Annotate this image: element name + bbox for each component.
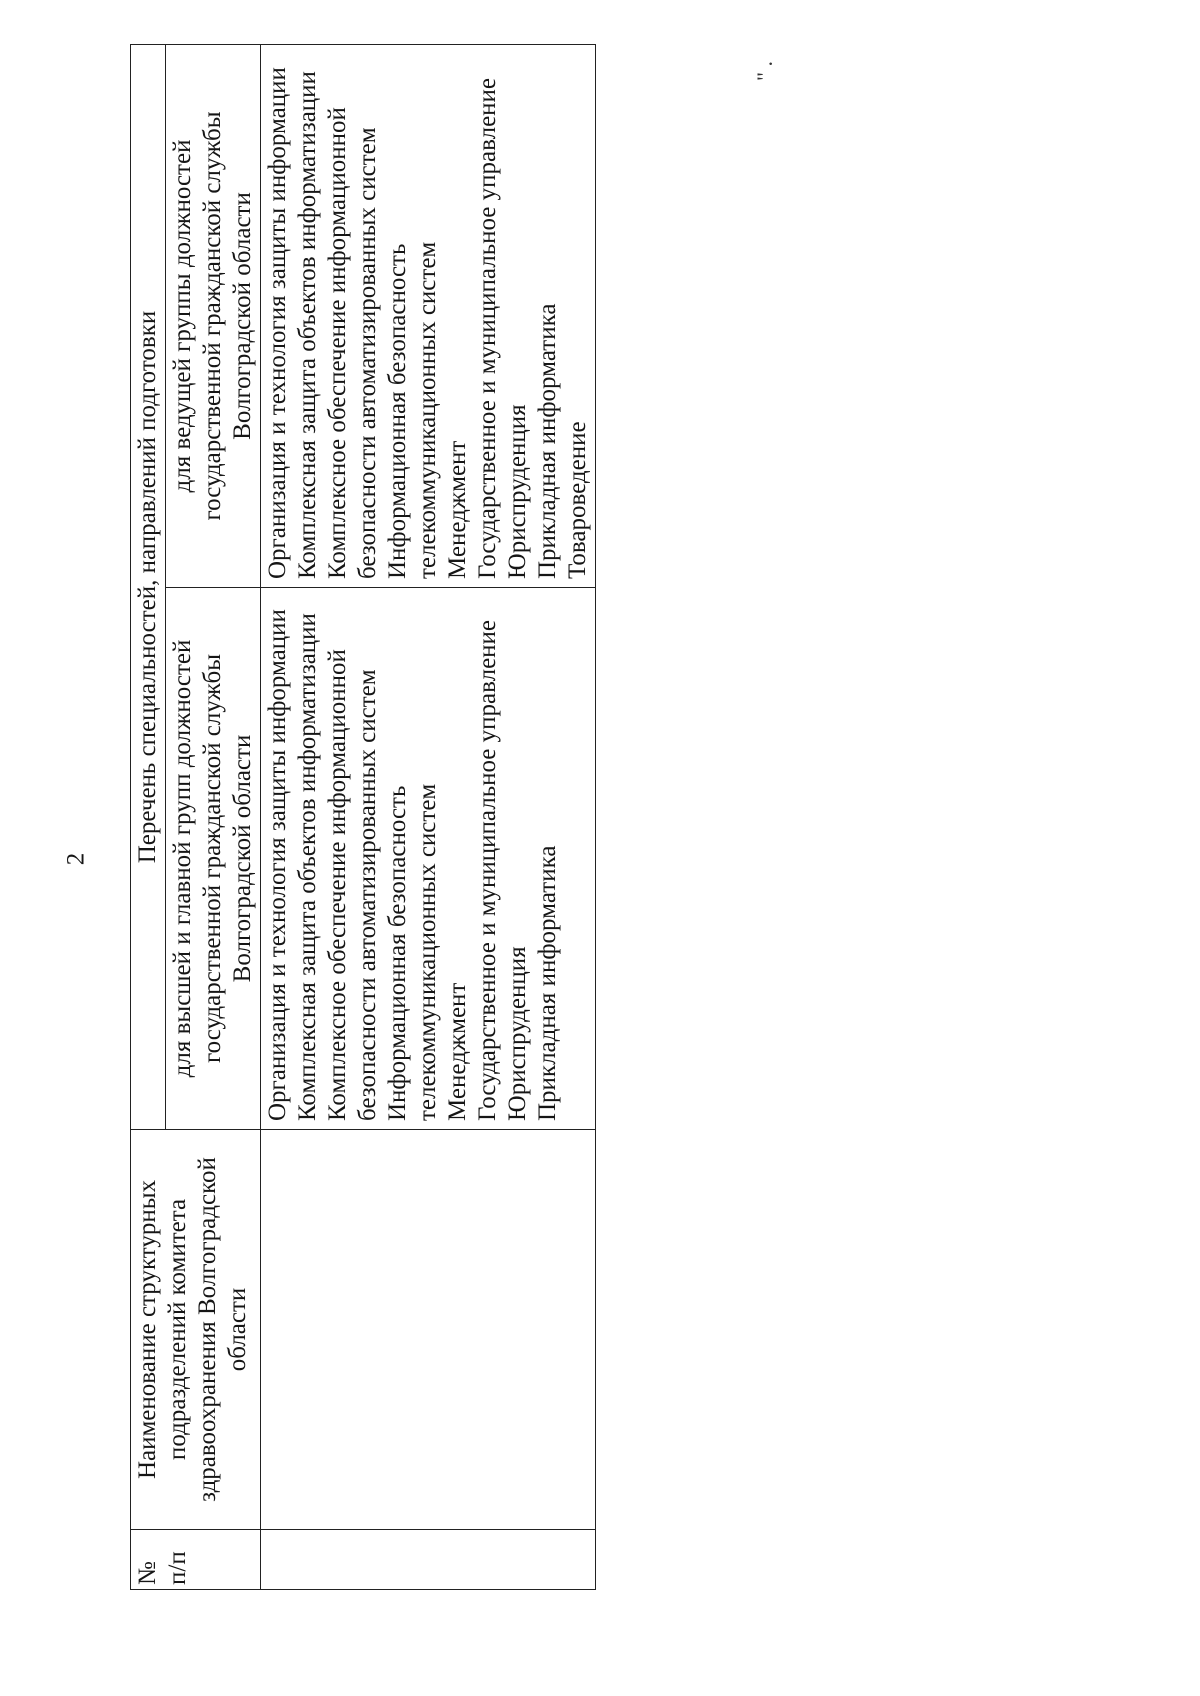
- list-item: Государственное и муниципальное управление: [474, 619, 501, 1121]
- header-specialties-list: Перечень специальностей, направлений подготовки: [131, 44, 166, 1129]
- list-item: Юриспруденция: [504, 404, 531, 579]
- list-item: Информационная безопасность телекоммуникационных систем: [384, 783, 441, 1121]
- subheader-lead-group: для ведущей группы должностей государственной гражданской службы Волгоградской области: [166, 44, 261, 587]
- specialty-list-lead: [263, 49, 593, 583]
- table-header-row: [131, 44, 166, 1589]
- list-item: Организация и технология защиты информации: [264, 609, 291, 1121]
- list-item: Комплексное обеспечение информационной безопасности автоматизированных систем: [324, 649, 381, 1121]
- table-row: [261, 44, 596, 1589]
- cell-department-name: [261, 1130, 596, 1530]
- cell-specialties-lead: [261, 44, 596, 587]
- page-number: 2: [62, 852, 90, 866]
- rotated-page-content: [130, 45, 1130, 1590]
- header-number: № п/п: [131, 1530, 261, 1590]
- stray-mark: " .: [751, 61, 777, 81]
- specialty-list-high: [263, 592, 563, 1125]
- list-item: Юриспруденция: [504, 946, 531, 1121]
- list-item: Прикладная информатика: [534, 303, 561, 579]
- list-item: Комплексная защита объектов информатизации: [294, 613, 321, 1121]
- list-item: Прикладная информатика: [534, 845, 561, 1121]
- specialties-table: [130, 44, 596, 1590]
- header-department-name: Наименование структурных подразделений комитета здравоохранения Волгоградской области: [131, 1130, 261, 1530]
- list-item: Товароведение: [564, 421, 591, 579]
- list-item: Информационная безопасность телекоммуникационных систем: [384, 241, 441, 579]
- list-item: Менеджмент: [444, 440, 471, 579]
- list-item: Менеджмент: [444, 982, 471, 1121]
- list-item: Комплексная защита объектов информатизации: [294, 71, 321, 579]
- cell-specialties-high: [261, 588, 596, 1130]
- list-item: Комплексное обеспечение информационной безопасности автоматизированных систем: [324, 107, 381, 579]
- list-item: Государственное и муниципальное управление: [474, 77, 501, 579]
- subheader-high-group: для высшей и главной групп должностей государственной гражданской службы Волгоградской области: [166, 588, 261, 1130]
- cell-number: [261, 1530, 596, 1590]
- list-item: Организация и технология защиты информации: [264, 67, 291, 579]
